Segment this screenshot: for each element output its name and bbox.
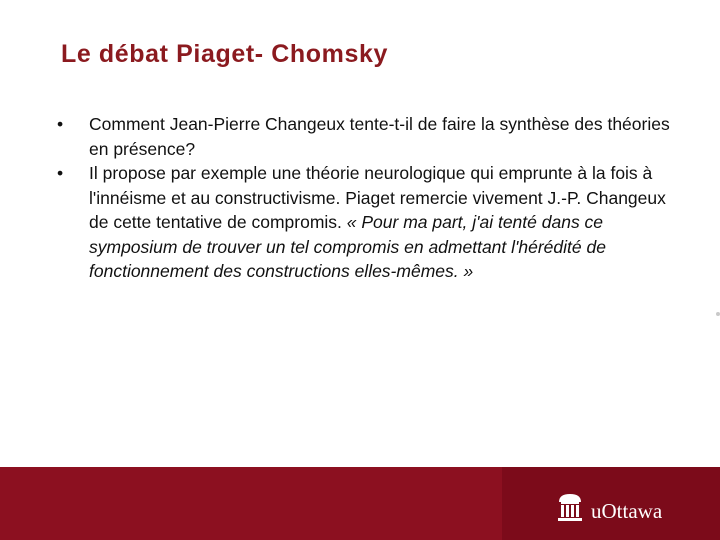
bullet-mark: • xyxy=(57,114,64,134)
slide-title: Le débat Piaget- Chomsky xyxy=(61,40,388,68)
edge-dot xyxy=(716,312,720,316)
bullet-mark: • xyxy=(57,163,64,183)
logo-text: uOttawa xyxy=(591,499,663,523)
bullet-list xyxy=(57,112,682,284)
footer-bar xyxy=(0,467,720,540)
university-building-icon xyxy=(556,492,584,522)
footer-logo-panel xyxy=(502,467,720,540)
bullet-text: Il propose par exemple une théorie neurologique qui emprunte à la fois à l'innéisme et au constructivisme. Piaget remercie vivement J.-P. Changeux de cette tentative de compromis. xyxy=(89,163,666,232)
bullet-quote: « Pour ma part, j'ai tenté dans ce symposium de trouver un tel compromis en admettant l'hérédité de fonctionnement des constructions elles-mêmes. » xyxy=(89,212,606,281)
bullet-item xyxy=(57,161,682,284)
bullet-text: Comment Jean-Pierre Changeux tente-t-il de faire la synthèse des théories en présence? xyxy=(89,114,670,159)
bullet-item xyxy=(57,112,682,161)
